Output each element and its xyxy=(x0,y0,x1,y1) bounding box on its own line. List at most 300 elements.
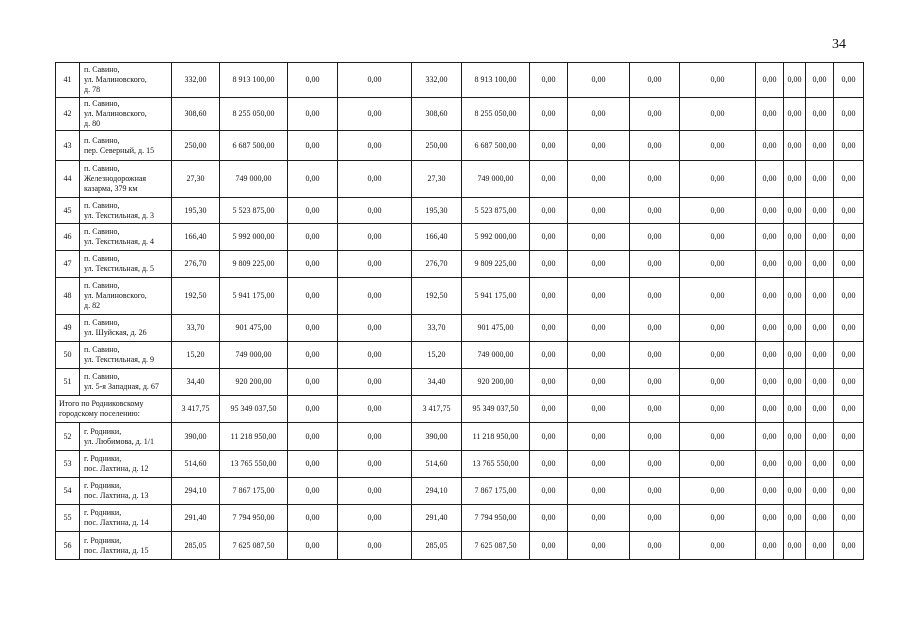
address-cell xyxy=(80,451,172,478)
value-cell: 0,00 xyxy=(680,369,756,396)
value-cell: 0,00 xyxy=(630,161,680,198)
value-cell: 749 000,00 xyxy=(462,161,530,198)
value-cell: 332,00 xyxy=(412,63,462,98)
value-cell: 0,00 xyxy=(630,505,680,532)
value-cell: 749 000,00 xyxy=(462,342,530,369)
table-row xyxy=(56,505,864,532)
value-cell: 3 417,75 xyxy=(172,396,220,423)
address-line: п. Савино, xyxy=(84,65,120,74)
row-number: 46 xyxy=(56,224,80,251)
value-cell: 192,50 xyxy=(412,278,462,315)
value-cell: 0,00 xyxy=(338,451,412,478)
value-cell: 0,00 xyxy=(784,251,806,278)
value-cell: 0,00 xyxy=(784,315,806,342)
value-cell: 0,00 xyxy=(288,251,338,278)
address-cell xyxy=(80,369,172,396)
value-cell: 0,00 xyxy=(630,224,680,251)
value-cell: 27,30 xyxy=(412,161,462,198)
value-cell: 0,00 xyxy=(756,369,784,396)
row-number: 48 xyxy=(56,278,80,315)
address-line: ул. Шуйская, д. 26 xyxy=(84,328,147,337)
table-row xyxy=(56,532,864,560)
value-cell: 0,00 xyxy=(288,396,338,423)
value-cell: 0,00 xyxy=(756,251,784,278)
value-cell: 0,00 xyxy=(834,131,864,161)
value-cell: 308,60 xyxy=(172,98,220,131)
value-cell: 0,00 xyxy=(834,198,864,224)
value-cell: 0,00 xyxy=(680,315,756,342)
value-cell: 0,00 xyxy=(568,532,630,560)
value-cell: 0,00 xyxy=(806,451,834,478)
value-cell: 0,00 xyxy=(834,505,864,532)
table-row xyxy=(56,315,864,342)
value-cell: 95 349 037,50 xyxy=(462,396,530,423)
value-cell: 7 794 950,00 xyxy=(220,505,288,532)
value-cell: 0,00 xyxy=(680,161,756,198)
value-cell: 0,00 xyxy=(288,131,338,161)
value-cell: 13 765 550,00 xyxy=(220,451,288,478)
value-cell: 5 941 175,00 xyxy=(220,278,288,315)
value-cell: 0,00 xyxy=(630,131,680,161)
address-line: ул. Любимова, д. 1/1 xyxy=(84,436,154,446)
value-cell: 0,00 xyxy=(784,224,806,251)
value-cell: 0,00 xyxy=(288,342,338,369)
value-cell: 0,00 xyxy=(338,63,412,98)
value-cell: 8 255 050,00 xyxy=(462,98,530,131)
value-cell: 0,00 xyxy=(288,315,338,342)
value-cell: 0,00 xyxy=(680,224,756,251)
value-cell: 0,00 xyxy=(288,451,338,478)
value-cell: 0,00 xyxy=(756,278,784,315)
value-cell: 34,40 xyxy=(172,369,220,396)
value-cell: 0,00 xyxy=(784,278,806,315)
value-cell: 0,00 xyxy=(806,131,834,161)
value-cell: 0,00 xyxy=(834,98,864,131)
address-line: г. Родники, xyxy=(84,481,122,490)
value-cell: 0,00 xyxy=(530,131,568,161)
value-cell: 0,00 xyxy=(630,63,680,98)
address-line: п. Савино, xyxy=(84,135,120,145)
value-cell: 0,00 xyxy=(288,198,338,224)
value-cell: 0,00 xyxy=(806,251,834,278)
value-cell: 0,00 xyxy=(756,198,784,224)
value-cell: 332,00 xyxy=(172,63,220,98)
address-line: п. Савино, xyxy=(84,345,120,354)
address-line: п. Савино, xyxy=(84,372,120,381)
value-cell: 0,00 xyxy=(806,63,834,98)
address-cell xyxy=(80,224,172,251)
address-line: п. Савино, xyxy=(84,200,120,210)
value-cell: 749 000,00 xyxy=(220,161,288,198)
value-cell: 0,00 xyxy=(784,98,806,131)
value-cell: 0,00 xyxy=(756,98,784,131)
value-cell: 0,00 xyxy=(568,198,630,224)
address-line: п. Савино, xyxy=(84,318,120,327)
value-cell: 8 913 100,00 xyxy=(462,63,530,98)
value-cell: 901 475,00 xyxy=(220,315,288,342)
value-cell: 0,00 xyxy=(784,451,806,478)
value-cell: 0,00 xyxy=(338,342,412,369)
value-cell: 33,70 xyxy=(172,315,220,342)
value-cell: 0,00 xyxy=(288,505,338,532)
address-cell xyxy=(80,131,172,161)
value-cell: 0,00 xyxy=(784,505,806,532)
value-cell: 0,00 xyxy=(834,478,864,505)
table-row xyxy=(56,198,864,224)
value-cell: 0,00 xyxy=(834,423,864,451)
value-cell: 0,00 xyxy=(630,478,680,505)
value-cell: 285,05 xyxy=(412,532,462,560)
value-cell: 0,00 xyxy=(630,342,680,369)
value-cell: 0,00 xyxy=(338,161,412,198)
value-cell: 15,20 xyxy=(172,342,220,369)
table-row xyxy=(56,278,864,315)
table-row xyxy=(56,224,864,251)
row-number: 55 xyxy=(56,505,80,532)
value-cell: 0,00 xyxy=(338,396,412,423)
value-cell: 27,30 xyxy=(172,161,220,198)
value-cell: 0,00 xyxy=(756,423,784,451)
value-cell: 0,00 xyxy=(806,423,834,451)
value-cell: 0,00 xyxy=(834,278,864,315)
value-cell: 0,00 xyxy=(806,98,834,131)
value-cell: 9 809 225,00 xyxy=(220,251,288,278)
value-cell: 0,00 xyxy=(680,532,756,560)
address-line: п. Савино, xyxy=(84,164,120,173)
address-line: г. Родники, xyxy=(84,426,122,436)
value-cell: 166,40 xyxy=(412,224,462,251)
value-cell: 0,00 xyxy=(834,532,864,560)
value-cell: 0,00 xyxy=(784,478,806,505)
value-cell: 0,00 xyxy=(834,396,864,423)
row-number: 42 xyxy=(56,98,80,131)
value-cell: 0,00 xyxy=(630,278,680,315)
value-cell: 0,00 xyxy=(530,505,568,532)
value-cell: 0,00 xyxy=(680,251,756,278)
value-cell: 195,30 xyxy=(412,198,462,224)
value-cell: 0,00 xyxy=(288,63,338,98)
value-cell: 0,00 xyxy=(630,369,680,396)
value-cell: 0,00 xyxy=(834,342,864,369)
address-line: ул. Малиновского, xyxy=(84,109,147,118)
value-cell: 7 867 175,00 xyxy=(220,478,288,505)
value-cell: 0,00 xyxy=(630,198,680,224)
value-cell: 166,40 xyxy=(172,224,220,251)
value-cell: 0,00 xyxy=(806,505,834,532)
value-cell: 0,00 xyxy=(680,342,756,369)
value-cell: 0,00 xyxy=(834,161,864,198)
address-line: д. 78 xyxy=(84,85,101,94)
value-cell: 0,00 xyxy=(338,131,412,161)
row-number: 49 xyxy=(56,315,80,342)
row-number: 51 xyxy=(56,369,80,396)
table-row xyxy=(56,451,864,478)
address-cell xyxy=(80,478,172,505)
value-cell: 9 809 225,00 xyxy=(462,251,530,278)
value-cell: 0,00 xyxy=(568,451,630,478)
table-row xyxy=(56,131,864,161)
address-line: ул. 5-я Западная, д. 67 xyxy=(84,382,159,391)
value-cell: 0,00 xyxy=(530,224,568,251)
value-cell: 0,00 xyxy=(680,278,756,315)
value-cell: 0,00 xyxy=(530,63,568,98)
value-cell: 0,00 xyxy=(568,369,630,396)
value-cell: 0,00 xyxy=(630,451,680,478)
value-cell: 291,40 xyxy=(172,505,220,532)
address-line: д. 80 xyxy=(84,119,101,128)
value-cell: 0,00 xyxy=(568,315,630,342)
value-cell: 8 913 100,00 xyxy=(220,63,288,98)
value-cell: 0,00 xyxy=(680,423,756,451)
value-cell: 250,00 xyxy=(412,131,462,161)
table-row xyxy=(56,251,864,278)
row-number: 54 xyxy=(56,478,80,505)
address-line: г. Родники, xyxy=(84,508,122,517)
value-cell: 0,00 xyxy=(568,278,630,315)
value-cell: 0,00 xyxy=(756,478,784,505)
address-line: п. Савино, xyxy=(84,281,120,290)
value-cell: 95 349 037,50 xyxy=(220,396,288,423)
value-cell: 390,00 xyxy=(412,423,462,451)
value-cell: 0,00 xyxy=(834,63,864,98)
value-cell: 0,00 xyxy=(568,342,630,369)
address-cell xyxy=(80,423,172,451)
value-cell: 7 794 950,00 xyxy=(462,505,530,532)
value-cell: 0,00 xyxy=(568,423,630,451)
address-line: пос. Лахтина, д. 15 xyxy=(84,545,149,555)
value-cell: 0,00 xyxy=(806,478,834,505)
value-cell: 0,00 xyxy=(834,315,864,342)
value-cell: 0,00 xyxy=(756,396,784,423)
value-cell: 0,00 xyxy=(806,369,834,396)
value-cell: 0,00 xyxy=(288,278,338,315)
value-cell: 0,00 xyxy=(288,532,338,560)
row-number: 45 xyxy=(56,198,80,224)
value-cell: 0,00 xyxy=(530,278,568,315)
value-cell: 0,00 xyxy=(338,198,412,224)
value-cell: 7 625 087,50 xyxy=(220,532,288,560)
value-cell: 0,00 xyxy=(680,505,756,532)
address-line: пос. Лахтина, д. 14 xyxy=(84,518,149,527)
value-cell: 308,60 xyxy=(412,98,462,131)
value-cell: 294,10 xyxy=(412,478,462,505)
address-cell xyxy=(80,342,172,369)
value-cell: 0,00 xyxy=(568,478,630,505)
table-row xyxy=(56,423,864,451)
value-cell: 0,00 xyxy=(288,98,338,131)
value-cell: 0,00 xyxy=(680,63,756,98)
value-cell: 11 218 950,00 xyxy=(220,423,288,451)
value-cell: 0,00 xyxy=(806,198,834,224)
value-cell: 390,00 xyxy=(172,423,220,451)
table-row xyxy=(56,63,864,98)
value-cell: 0,00 xyxy=(756,315,784,342)
value-cell: 514,60 xyxy=(412,451,462,478)
address-line: пос. Лахтина, д. 12 xyxy=(84,464,149,473)
row-number: 50 xyxy=(56,342,80,369)
address-line: г. Родники, xyxy=(84,535,122,545)
value-cell: 0,00 xyxy=(806,315,834,342)
value-cell: 0,00 xyxy=(756,224,784,251)
value-cell: 0,00 xyxy=(630,423,680,451)
value-cell: 0,00 xyxy=(784,369,806,396)
value-cell: 901 475,00 xyxy=(462,315,530,342)
housing-registry-table xyxy=(55,62,864,560)
value-cell: 514,60 xyxy=(172,451,220,478)
value-cell: 0,00 xyxy=(680,131,756,161)
value-cell: 0,00 xyxy=(680,396,756,423)
value-cell: 0,00 xyxy=(834,451,864,478)
value-cell: 0,00 xyxy=(630,532,680,560)
value-cell: 0,00 xyxy=(338,423,412,451)
value-cell: 0,00 xyxy=(834,251,864,278)
row-number: 44 xyxy=(56,161,80,198)
value-cell: 0,00 xyxy=(756,505,784,532)
value-cell: 0,00 xyxy=(530,478,568,505)
subtotal-label xyxy=(56,396,172,423)
value-cell: 0,00 xyxy=(784,198,806,224)
value-cell: 0,00 xyxy=(756,342,784,369)
value-cell: 0,00 xyxy=(784,63,806,98)
value-cell: 276,70 xyxy=(412,251,462,278)
value-cell: 0,00 xyxy=(756,63,784,98)
value-cell: 0,00 xyxy=(338,224,412,251)
value-cell: 0,00 xyxy=(530,98,568,131)
address-cell xyxy=(80,198,172,224)
value-cell: 0,00 xyxy=(568,251,630,278)
value-cell: 749 000,00 xyxy=(220,342,288,369)
address-cell xyxy=(80,98,172,131)
address-cell xyxy=(80,278,172,315)
table-body xyxy=(56,63,864,560)
address-line: Железнодорожная xyxy=(84,174,147,183)
value-cell: 15,20 xyxy=(412,342,462,369)
value-cell: 0,00 xyxy=(784,423,806,451)
value-cell: 0,00 xyxy=(680,478,756,505)
address-cell xyxy=(80,161,172,198)
address-line: п. Савино, xyxy=(84,254,120,263)
value-cell: 0,00 xyxy=(806,224,834,251)
value-cell: 0,00 xyxy=(338,532,412,560)
value-cell: 0,00 xyxy=(784,396,806,423)
value-cell: 0,00 xyxy=(680,98,756,131)
value-cell: 0,00 xyxy=(806,532,834,560)
value-cell: 0,00 xyxy=(338,251,412,278)
value-cell: 0,00 xyxy=(530,423,568,451)
value-cell: 0,00 xyxy=(568,224,630,251)
address-line: ул. Малиновского, xyxy=(84,75,147,84)
value-cell: 0,00 xyxy=(568,161,630,198)
address-line: ул. Текстильная, д. 3 xyxy=(84,210,155,220)
value-cell: 0,00 xyxy=(338,315,412,342)
value-cell: 6 687 500,00 xyxy=(462,131,530,161)
value-cell: 8 255 050,00 xyxy=(220,98,288,131)
value-cell: 5 941 175,00 xyxy=(462,278,530,315)
value-cell: 7 625 087,50 xyxy=(462,532,530,560)
value-cell: 5 523 875,00 xyxy=(462,198,530,224)
value-cell: 0,00 xyxy=(630,98,680,131)
value-cell: 0,00 xyxy=(530,198,568,224)
value-cell: 0,00 xyxy=(680,198,756,224)
value-cell: 7 867 175,00 xyxy=(462,478,530,505)
value-cell: 0,00 xyxy=(806,161,834,198)
value-cell: 0,00 xyxy=(568,63,630,98)
value-cell: 13 765 550,00 xyxy=(462,451,530,478)
value-cell: 0,00 xyxy=(530,251,568,278)
value-cell: 0,00 xyxy=(806,278,834,315)
value-cell: 5 992 000,00 xyxy=(220,224,288,251)
value-cell: 0,00 xyxy=(784,161,806,198)
value-cell: 34,40 xyxy=(412,369,462,396)
address-line: д. 82 xyxy=(84,301,101,310)
address-cell xyxy=(80,315,172,342)
value-cell: 0,00 xyxy=(530,369,568,396)
value-cell: 0,00 xyxy=(338,478,412,505)
value-cell: 0,00 xyxy=(568,98,630,131)
value-cell: 0,00 xyxy=(756,161,784,198)
value-cell: 33,70 xyxy=(412,315,462,342)
address-line: ул. Текстильная, д. 4 xyxy=(84,237,155,246)
value-cell: 0,00 xyxy=(784,342,806,369)
value-cell: 0,00 xyxy=(756,532,784,560)
value-cell: 5 992 000,00 xyxy=(462,224,530,251)
table-row xyxy=(56,369,864,396)
value-cell: 0,00 xyxy=(288,478,338,505)
address-line: ул. Текстильная, д. 9 xyxy=(84,355,155,364)
value-cell: 0,00 xyxy=(834,224,864,251)
table-row xyxy=(56,161,864,198)
value-cell: 0,00 xyxy=(338,98,412,131)
value-cell: 276,70 xyxy=(172,251,220,278)
value-cell: 11 218 950,00 xyxy=(462,423,530,451)
address-line: п. Савино, xyxy=(84,99,120,108)
address-line: ул. Малиновского, xyxy=(84,291,147,300)
value-cell: 0,00 xyxy=(530,342,568,369)
value-cell: 920 200,00 xyxy=(462,369,530,396)
value-cell: 0,00 xyxy=(834,369,864,396)
value-cell: 3 417,75 xyxy=(412,396,462,423)
subtotal-label-line: городскому поселению: xyxy=(59,409,140,418)
value-cell: 0,00 xyxy=(338,278,412,315)
address-cell xyxy=(80,505,172,532)
page-number: 34 xyxy=(832,37,846,52)
value-cell: 250,00 xyxy=(172,131,220,161)
address-line: пос. Лахтина, д. 13 xyxy=(84,491,149,500)
row-number: 43 xyxy=(56,131,80,161)
value-cell: 0,00 xyxy=(530,315,568,342)
value-cell: 0,00 xyxy=(568,505,630,532)
value-cell: 0,00 xyxy=(530,396,568,423)
address-line: ул. Текстильная, д. 5 xyxy=(84,264,155,273)
address-line: казарма, 379 км xyxy=(84,184,138,193)
value-cell: 0,00 xyxy=(680,451,756,478)
value-cell: 0,00 xyxy=(806,396,834,423)
value-cell: 0,00 xyxy=(784,131,806,161)
address-line: пер. Северный, д. 15 xyxy=(84,145,155,155)
value-cell: 0,00 xyxy=(630,251,680,278)
value-cell: 5 523 875,00 xyxy=(220,198,288,224)
value-cell: 0,00 xyxy=(756,131,784,161)
value-cell: 6 687 500,00 xyxy=(220,131,288,161)
value-cell: 0,00 xyxy=(530,451,568,478)
value-cell: 0,00 xyxy=(568,396,630,423)
value-cell: 0,00 xyxy=(288,369,338,396)
row-number: 47 xyxy=(56,251,80,278)
table-row xyxy=(56,98,864,131)
value-cell: 195,30 xyxy=(172,198,220,224)
value-cell: 0,00 xyxy=(530,161,568,198)
value-cell: 0,00 xyxy=(338,505,412,532)
